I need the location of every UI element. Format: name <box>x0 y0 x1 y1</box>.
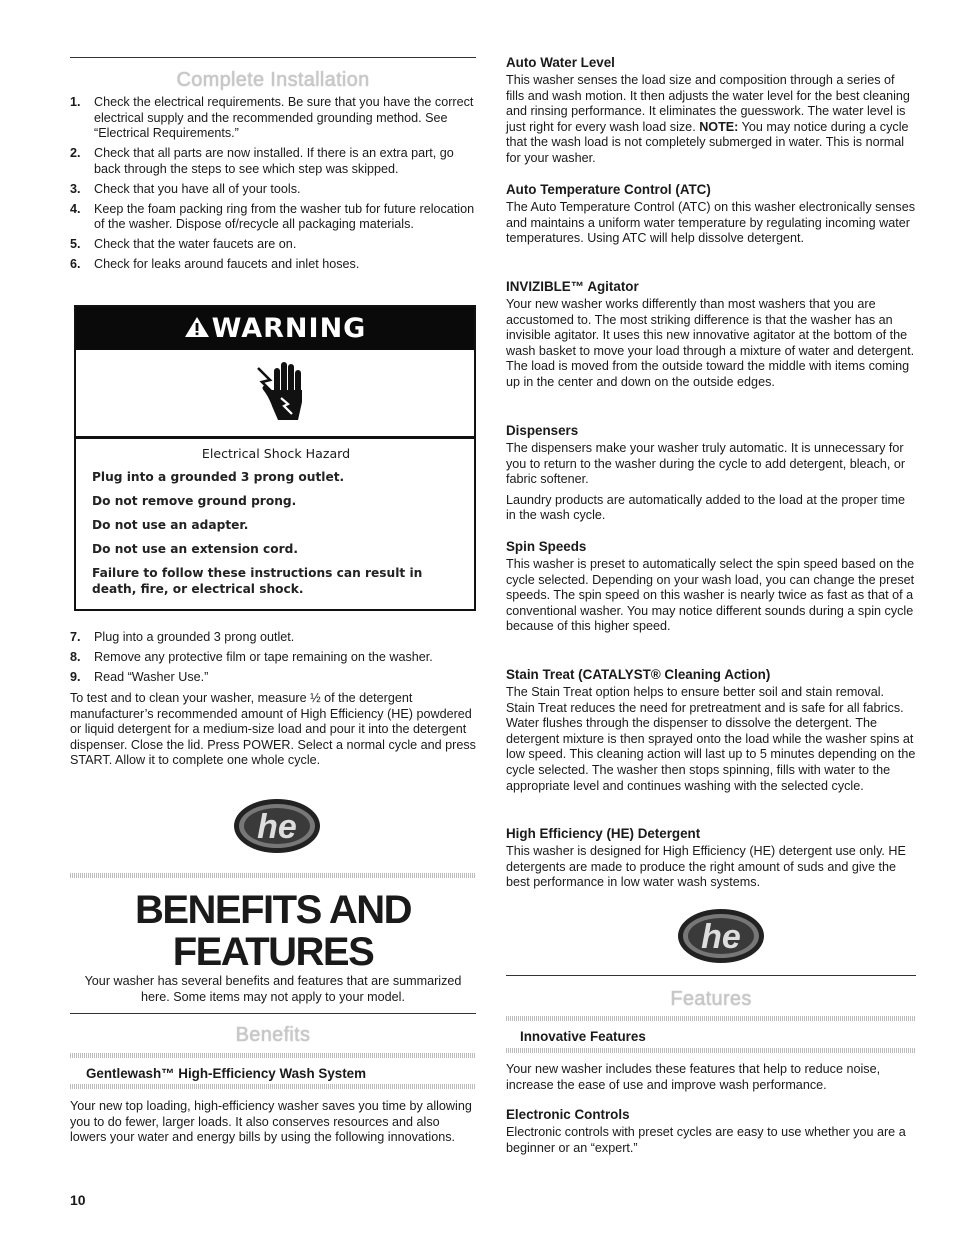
list-item: 9. Read “Washer Use.” <box>70 669 209 684</box>
warning-line: Do not use an extension cord. <box>92 542 299 556</box>
hazard-label: Electrical Shock Hazard <box>201 446 351 461</box>
innovative-features-text: Your new washer includes these features that help to reduce noise, increase the ease of use and improve wash performance. <box>506 1062 881 1092</box>
he-logo <box>676 907 766 970</box>
top-rule-left <box>70 57 476 58</box>
section-heading: Electronic Controls <box>506 1107 630 1122</box>
hatch-divider <box>506 1016 916 1021</box>
test-paragraph: To test and to clean your washer, measure ½ of the detergent manufacturer’s recommended amount of High Efficiency (HE) powdered or liquid detergent for a medium-size load and pour it into the detergent dispenser. Close the lid. Press POWER. Select a normal cycle and press START. Allow it to complete one whole cycle. <box>70 691 476 768</box>
benefits-title: Benefits <box>235 1024 311 1046</box>
warning-line: Failure to follow these instructions can result in death, fire, or electrical shock. <box>92 566 423 596</box>
complete-installation-title: Complete Installation <box>176 69 370 91</box>
installation-steps <box>70 95 476 277</box>
hatch-divider <box>70 873 476 878</box>
warning-header: WARNING <box>76 307 474 350</box>
warning-box <box>74 305 476 611</box>
installation-steps-continued <box>70 630 476 690</box>
he-detergent-section: High Efficiency (HE) Detergent This washer is designed for High Efficiency (HE) detergent use only. HE detergents are made to produce the right amount of suds and give the best performance in low water wash systems. <box>506 826 916 891</box>
section-heading: Auto Water Level <box>506 55 615 70</box>
list-item: 2. Check that all parts are now installed. If there is an extra part, go back through the steps to see which step was skipped. <box>70 146 454 176</box>
list-item: 1. Check the electrical requirements. Be sure that you have the correct electrical supply and the recommended grounding method. See “Electrical Requirements.” <box>70 95 474 141</box>
innovative-features-title: Innovative Features <box>520 1029 646 1044</box>
list-item: 6. Check for leaks around faucets and inlet hoses. <box>70 257 360 272</box>
warning-line: Do not remove ground prong. <box>92 494 297 508</box>
section-heading: Auto Temperature Control (ATC) <box>506 182 711 197</box>
benefits-rule <box>70 1013 476 1014</box>
page-number: 10 <box>70 1192 86 1208</box>
warning-icon-row <box>76 350 474 439</box>
warning-text <box>76 446 474 597</box>
svg-text:he: he <box>701 918 741 956</box>
list-item: 4. Keep the foam packing ring from the washer tub for future relocation of the washer. Dispose of/recycle all packaging materials. <box>70 201 475 232</box>
dispensers-section: Dispensers The dispensers make your washer truly automatic. It is unnecessary for you to return to the washer during the cycle to add detergent, bleach, or fabric softener. Laundry products are automatically added to the load at the proper time in the wash cycle. <box>506 423 916 524</box>
section-heading: High Efficiency (HE) Detergent <box>506 826 701 841</box>
list-item: 5. Check that the water faucets are on. <box>70 237 297 252</box>
svg-text:he: he <box>257 808 297 846</box>
spin-speeds-section: Spin Speeds This washer is preset to automatically select the spin speed based on the cycle selected. Depending on your wash load, you can change the preset speeds. The spin speed on this washer is nearly twice as fast as that of a conventional washer. You may notice different sounds during a spin cycle because of this higher speed. <box>506 539 915 634</box>
he-logo <box>232 797 322 860</box>
benefits-intro: Your washer has several benefits and features that are summarized here. Some items may not apply to your model. <box>84 974 462 1004</box>
stain-treat-section: Stain Treat (CATALYST® Cleaning Action) The Stain Treat option helps to ensure better soil and stain removal. Stain Treat reduces the need for pretreatment and is safe for all fabrics. Water flushes through the dispenser to dissolve the detergent. The detergent mixture is then sprayed onto the load while the washer spins at low speed. This cleaning action will last up to 5 minutes depending on the cycle selected. The washer then stops spinning, fills with water to the appropriate level and continues washing with the selected cycle. <box>506 667 916 793</box>
electric-shock-hand-icon <box>248 358 310 435</box>
gentlewash-title: Gentlewash™ High-Efficiency Wash System <box>86 1066 367 1081</box>
warning-line: Plug into a grounded 3 prong outlet. <box>92 470 345 484</box>
auto-water-level-section: Auto Water Level This washer senses the load size and composition through a series of fills and wash motion. It then adjusts the water level for the best cleaning and rinsing performance. It eliminates the guesswork. The water level is just right for every wash load size. NOTE: You may notice during a cycle that the wash load is not completely submerged in water. This is normal for your washer. <box>506 55 916 167</box>
hatch-divider <box>70 1084 476 1089</box>
gentlewash-text: Your new top loading, high-efficiency washer saves you time by allowing you to do fewer, larger loads. It also conserves resources and also lowers your water and energy bills by using the following innovations. <box>70 1099 472 1145</box>
agitator-section: INVIZIBLE™ Agitator Your new washer works differently than most washers that you are accustomed to. The most striking difference is that the washer has an invisible agitator. It uses this new innovative agitator at the bottom of the wash basket to move your load through a mixture of water and detergent. The load is moved from the outside toward the middle with items coming up in the center and down on the outside edges. <box>506 279 915 389</box>
benefits-features-title: BENEFITS AND FEATURES <box>134 888 412 974</box>
section-heading: Dispensers <box>506 423 579 438</box>
electronic-controls-section: Electronic Controls Electronic controls with preset cycles are easy to use whether you are a beginner or an “expert.” <box>506 1107 916 1156</box>
section-heading: Spin Speeds <box>506 539 587 554</box>
section-heading: Stain Treat (CATALYST® Cleaning Action) <box>506 667 771 682</box>
list-item: 3. Check that you have all of your tools. <box>70 181 301 196</box>
warning-triangle-icon <box>184 308 210 351</box>
atc-section: Auto Temperature Control (ATC) The Auto Temperature Control (ATC) on this washer electronically senses and maintains a uniform water temperature by regulating incoming water temperatures. Using ATC will help dissolve detergent. <box>506 182 916 246</box>
warning-line: Do not use an adapter. <box>92 518 249 532</box>
list-item: 8. Remove any protective film or tape remaining on the washer. <box>70 649 433 664</box>
hatch-divider <box>70 1053 476 1058</box>
list-item: 7. Plug into a grounded 3 prong outlet. <box>70 630 295 644</box>
features-rule <box>506 975 916 976</box>
features-title: Features <box>670 988 752 1010</box>
hatch-divider <box>506 1048 916 1053</box>
section-heading: INVIZIBLE™ Agitator <box>506 279 639 294</box>
